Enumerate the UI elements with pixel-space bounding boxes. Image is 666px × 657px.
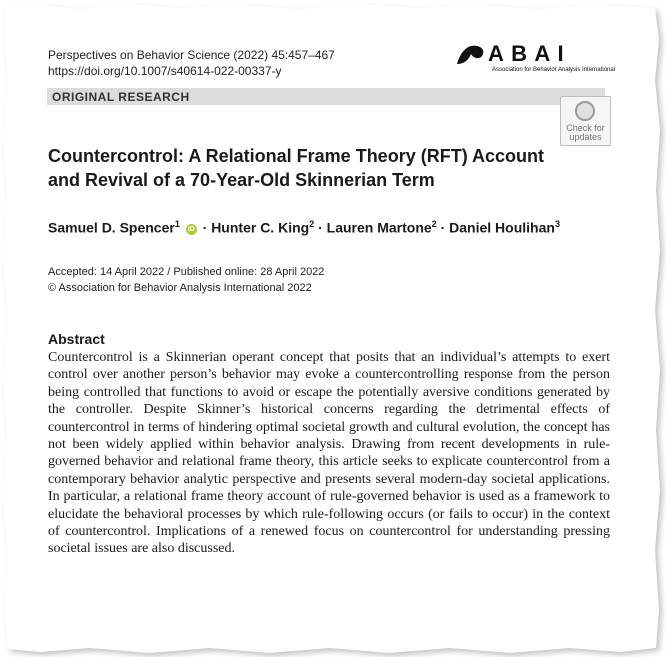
copyright-line: © Association for Behavior Analysis International 2022 xyxy=(48,282,312,294)
article-title: Countercontrol: A Relational Frame Theory (RFT) Account and Revival of a 70-Year-Old Skinnerian Term xyxy=(48,146,545,190)
section-label-bar xyxy=(47,88,605,105)
accepted-published-line: Accepted: 14 April 2022 / Published online: 28 April 2022 xyxy=(48,266,325,278)
abai-logo-subtitle: Association for Behavior Analysis International xyxy=(492,67,616,73)
orcid-icon[interactable]: iD xyxy=(187,225,195,233)
publication-dates xyxy=(48,264,324,296)
journal-citation: Perspectives on Behavior Science (2022) 45:457–467 xyxy=(48,48,335,62)
section-label: ORIGINAL RESEARCH xyxy=(52,90,190,104)
author-name[interactable]: Hunter C. King xyxy=(211,219,310,236)
abstract-text: Countercontrol is a Skinnerian operant concept that posits that an individual’s attempts to exert control over another person’s behavior may evoke a countercontrolling response from the person being controlled that functions to avoid or escape the potentially aversive conditions generated by the controller. Despite Skinner’s historical concerns regarding the detrimental effects of countercontrol in terms of hindering optimal societal growth and cultural evolution, the concept has not been widely applied within behavior analysis. Drawing from recent developments in rule-governed behavior and relational frame theory, this article seeks to explicate countercontrol from a contemporary behavior analytic perspective and presents several modern-day societal applications. In particular, a relational frame theory account of rule-governed behavior is used as a framework to elucidate the behavioral processes by which rule-following occurs (or fails to occur) in the context of countercontrol. Implications of a renewed focus on countercontrol for understanding pressing societal issues are also discussed. xyxy=(48,350,610,557)
badge-line1: Check for xyxy=(566,123,605,133)
check-for-updates-badge[interactable] xyxy=(560,96,611,146)
author-separator: · xyxy=(202,219,208,236)
abstract-heading: Abstract xyxy=(48,331,105,347)
author-name[interactable]: Daniel Houlihan xyxy=(449,219,555,236)
abai-logo-letters: A B A I xyxy=(488,41,565,66)
author-separator: · xyxy=(318,219,323,236)
author-separator: · xyxy=(440,219,446,236)
author-name[interactable]: Samuel D. Spencer xyxy=(48,219,175,236)
crossmark-icon xyxy=(575,101,595,121)
author-affiliation: 2 xyxy=(309,219,315,229)
author-list xyxy=(48,219,560,236)
journal-info xyxy=(48,47,335,79)
author-affiliation: 1 xyxy=(174,219,180,229)
author-affiliation: 3 xyxy=(554,219,560,229)
author-affiliation: 2 xyxy=(431,219,437,229)
author-name[interactable]: Lauren Martone xyxy=(326,219,432,236)
badge-line2: updates xyxy=(569,132,602,142)
abai-logo-icon xyxy=(455,42,487,66)
doi-link[interactable]: https://doi.org/10.1007/s40614-022-00337-y xyxy=(48,64,282,78)
